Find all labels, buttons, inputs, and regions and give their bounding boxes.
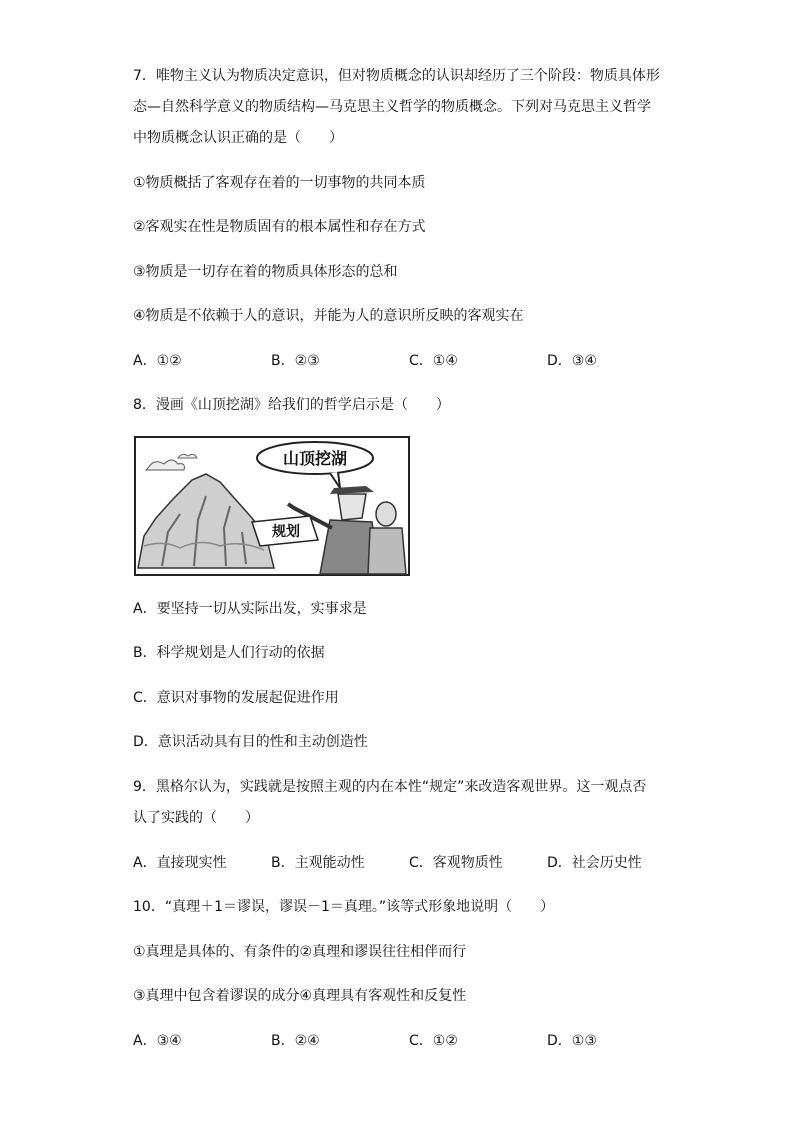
q8-option-a[interactable]: A．要坚持一切从实际出发，实事求是 [133,601,367,617]
q7-statement-2: ②客观实在性是物质固有的根本属性和存在方式 [133,219,426,235]
q7-stem-line-1: 7．唯物主义认为物质决定意识，但对物质概念的认识却经历了三个阶段：物质具体形 [133,68,660,84]
sign-text: 规划 [272,524,300,540]
q9-stem-line-1: 9．黑格尔认为，实践就是按照主观的内在本性“规定”来改造客观世界。这一观点否 [133,779,647,795]
q9-stem-line-2: 认了实践的（ ） [133,810,259,826]
q7-option-d[interactable]: D．③④ [547,353,597,369]
q10-statements-line-1: ①真理是具体的、有条件的②真理和谬误往往相伴而行 [133,944,467,960]
q8-option-d[interactable]: D．意识活动具有目的性和主动创造性 [133,734,368,750]
cartoon-image [134,436,410,576]
q7-statement-1: ①物质概括了客观存在着的一切事物的共同本质 [133,175,426,191]
q9-option-d[interactable]: D．社会历史性 [547,855,642,871]
q9-option-b[interactable]: B．主观能动性 [271,855,365,871]
q7-stem-line-3: 中物质概念认识正确的是（ ） [133,130,343,146]
listener-body [368,528,406,574]
q8-option-b[interactable]: B．科学规划是人们行动的依据 [133,645,325,661]
q7-stem-line-2: 态—自然科学意义的物质结构—马克思主义哲学的物质概念。下列对马克思主义哲学 [133,99,651,115]
q8-stem: 8．漫画《山顶挖湖》给我们的哲学启示是（ ） [133,397,450,413]
q10-option-d[interactable]: D．①③ [547,1033,597,1049]
listener-head [376,502,396,526]
q9-option-c[interactable]: C．客观物质性 [409,855,503,871]
q10-statements-line-2: ③真理中包含着谬误的成分④真理具有客观性和反复性 [133,988,467,1004]
q10-option-c[interactable]: C．①② [409,1033,458,1049]
q7-statement-4: ④物质是不依赖于人的意识，并能为人的意识所反映的客观实在 [133,308,524,324]
q7-statement-3: ③物质是一切存在着的物质具体形态的总和 [133,264,398,280]
q9-option-a[interactable]: A．直接现实性 [133,855,227,871]
q10-option-a[interactable]: A．③④ [133,1033,182,1049]
planner-head [338,494,366,520]
bubble-text: 山顶挖湖 [282,449,348,468]
q8-option-c[interactable]: C．意识对事物的发展起促进作用 [133,690,339,706]
q7-option-b[interactable]: B．②③ [271,353,320,369]
q7-option-a[interactable]: A．①② [133,353,182,369]
q10-option-b[interactable]: B．②④ [271,1033,320,1049]
q7-option-c[interactable]: C．①④ [409,353,458,369]
q10-stem: 10．“真理＋1＝谬误，谬误－1＝真理。”该等式形象地说明（ ） [133,899,555,915]
